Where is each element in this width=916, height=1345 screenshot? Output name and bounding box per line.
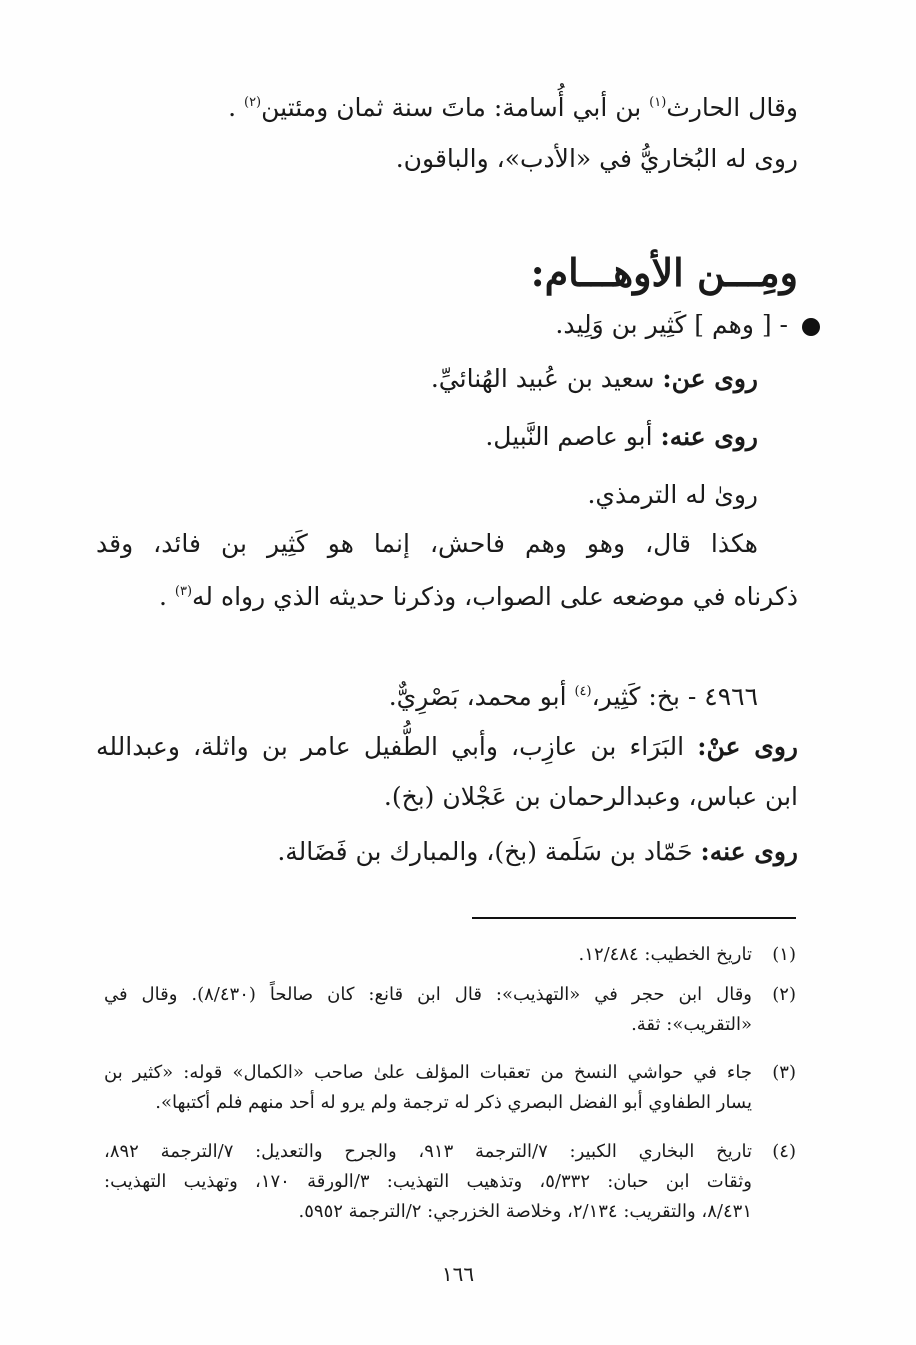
text-line: روى له البُخاريُّ في «الأدب»، والباقون. xyxy=(395,144,798,173)
label: روى عن: xyxy=(662,364,758,393)
narrated-from xyxy=(96,362,758,396)
text-fragment: . xyxy=(228,93,244,122)
footnote-text: جاء في حواشي النسخ من تعقبات المؤلف علىٰ صاحب «الكمال» قوله: «كثير بن xyxy=(104,1062,752,1083)
footnote xyxy=(104,1058,796,1118)
text-fragment: ذكرناه في موضعه على الصواب، وذكرنا حديثه الذي رواه له xyxy=(192,582,798,611)
footnote-number: (١) xyxy=(772,944,796,965)
bullet-icon xyxy=(802,318,820,336)
footnote-text: يسار الطفاوي أبو الفضل البصري ذكر له ترجمة ولم يرو له أحد منهم فلم أكتبها». xyxy=(155,1092,752,1113)
narrated-by xyxy=(96,420,758,454)
text-fragment: بن أبي أُسامة: ماتَ سنة ثمان ومئتين xyxy=(261,93,650,122)
text-fragment: . xyxy=(158,582,175,611)
value: البَرَاء بن عازِب، وأبي الطُّفيل عامر بن واثلة، وعبدالله xyxy=(96,732,698,761)
text-fragment: ٤٩٦٦ - بخ: كَثِير، xyxy=(591,682,758,711)
narrated-to: روىٰ له الترمذي. xyxy=(587,480,758,509)
narrated-from xyxy=(96,730,798,764)
text-line xyxy=(96,575,798,614)
entry-title xyxy=(96,675,758,714)
value: حَمّاد بن سَلَمة (بخ)، والمبارك بن فَضَالة. xyxy=(277,837,701,866)
footnote-text: ٨/٤٣١، والتقريب: ٢/١٣٤، وخلاصة الخزرجي: ٢/الترجمة ٥٩٥٢. xyxy=(298,1201,752,1222)
narrated-by xyxy=(96,835,798,869)
entry-title: - [ وهم ] كَثِير بن وَلِيد. xyxy=(555,310,788,339)
label: روى عنه: xyxy=(700,837,798,866)
text-fragment: أبو محمد، بَصْرِيٌّ. xyxy=(388,682,575,711)
footnote-text: تاريخ الخطيب: ١٢/٤٨٤. xyxy=(578,944,752,965)
label: روى عنه: xyxy=(660,422,758,451)
footnote xyxy=(104,980,796,1040)
text-line: ابن عباس، وعبدالرحمان بن عَجْلان (بخ). xyxy=(383,782,798,811)
footnote-divider xyxy=(472,917,796,919)
label: روى عنْ: xyxy=(697,732,799,761)
footnote-marker: (١) xyxy=(649,95,667,110)
footnote xyxy=(104,940,796,970)
footnote-marker: (٣) xyxy=(174,584,193,599)
footnote-text: «التقريب»: ثقة. xyxy=(631,1014,752,1035)
footnote-number: (٤) xyxy=(772,1141,796,1162)
footnote-number: (٣) xyxy=(772,1062,796,1083)
text-line: هكذا قال، وهو وهم فاحش، إنما هو كَثِير بن فائد، وقد xyxy=(96,529,758,558)
text-line xyxy=(96,86,798,125)
footnote-number: (٢) xyxy=(772,984,796,1005)
footnote-text: وقال ابن حجر في «التهذيب»: قال ابن قانع: كان صالحاً (٨/٤٣٠). وقال في xyxy=(104,984,752,1005)
footnote-text: تاريخ البخاري الكبير: ٧/الترجمة ٩١٣، والجرح والتعديل: ٧/الترجمة ٨٩٢، xyxy=(104,1141,752,1162)
footnote-marker: (٢) xyxy=(243,95,262,110)
footnote-marker: (٤) xyxy=(574,684,592,699)
footnote xyxy=(104,1137,796,1227)
page-number: ١٦٦ xyxy=(441,1262,475,1286)
value: أبو عاصم النَّبيل. xyxy=(485,422,661,451)
section-heading: ومِـــن الأوهـــام: xyxy=(530,250,798,295)
footnote-text: وثقات ابن حبان: ٥/٣٣٢، وتذهيب التهذيب: ٣/الورقة ١٧٠، وتهذيب التهذيب: xyxy=(104,1171,752,1192)
value: سعيد بن عُبيد الهُنائيِّ. xyxy=(430,364,663,393)
text-fragment: وقال الحارث xyxy=(666,93,798,122)
